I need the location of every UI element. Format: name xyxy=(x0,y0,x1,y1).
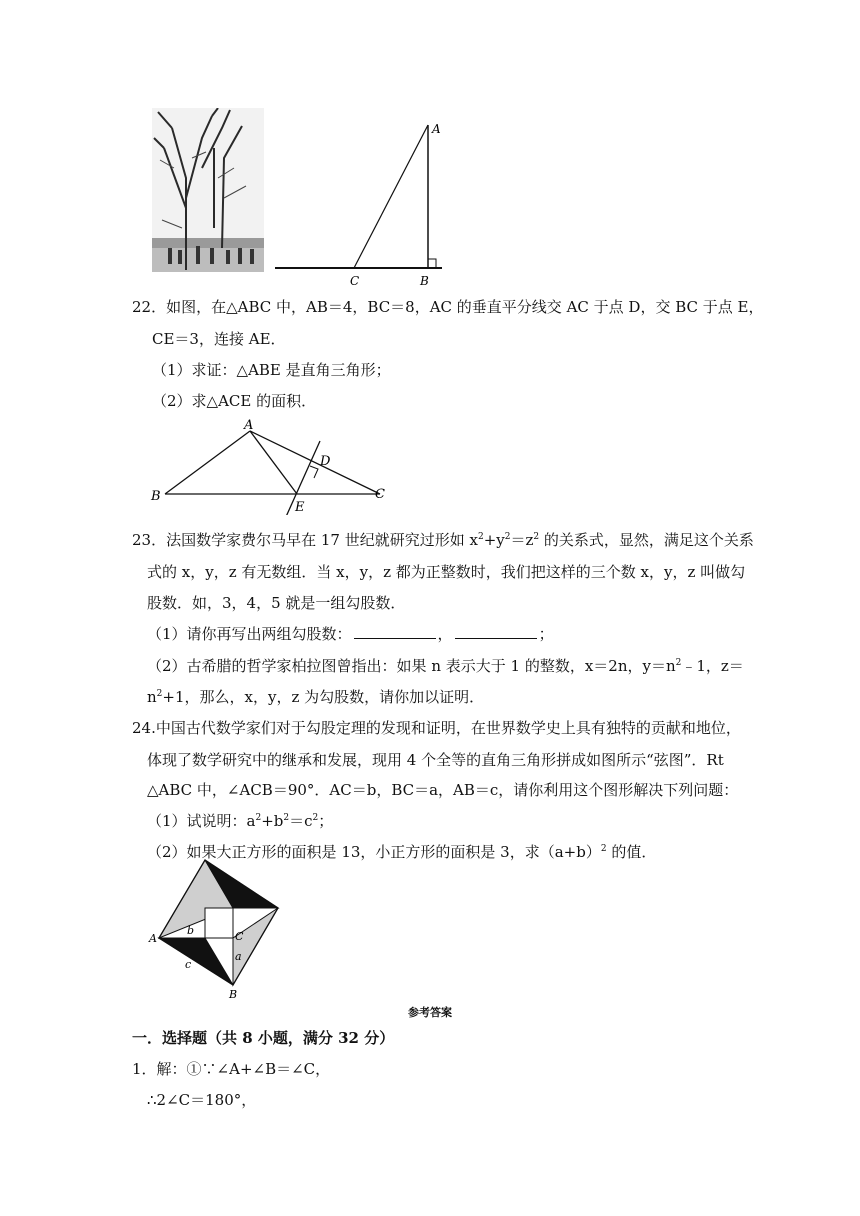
q22-triangle-figure xyxy=(145,415,405,515)
answer-blank-2[interactable] xyxy=(455,624,537,639)
answer-q1-line2: ∴2∠C＝180°， xyxy=(147,1091,257,1109)
q23-line1: 23．法国数学家费尔马早在 17 世纪就研究过形如 $x^2+y^2=z^2$ 的关系式，显然，满足这个关系 xyxy=(132,531,754,549)
q23-line2: 式的 x，y，z 有无数组．当 x，y，z 都为正整数时，我们把这样的三个数 x，y，z 叫做勾 xyxy=(147,563,746,581)
q22-label-e: E xyxy=(295,500,305,515)
string-figure xyxy=(145,858,290,998)
string-label-a: A xyxy=(149,932,157,945)
q24-part1: （1）试说明：$a^2+b^2=c^2$； xyxy=(147,812,334,830)
q22-label-c: C xyxy=(375,487,385,502)
q22-label-d: D xyxy=(320,454,331,469)
q24-line2: 体现了数学研究中的继承和发展，现用 4 个全等的直角三角形拼成如图所示“弦图”．Rt xyxy=(147,751,724,769)
answer-blank-1[interactable] xyxy=(354,624,436,639)
tree-geometry-figure xyxy=(270,115,450,295)
label-a: A xyxy=(432,122,441,136)
answers-heading: 参考答案 xyxy=(408,1006,452,1019)
q23-part2-cont: $n^2+1$，那么，x，y，z 为勾股数，请你加以证明． xyxy=(147,688,485,706)
q24-line1: 24.中国古代数学家们对于勾股定理的发现和证明，在世界数学史上具有独特的贡献和地位， xyxy=(132,719,741,737)
q22-part2: （2）求△ACE 的面积． xyxy=(152,392,317,410)
q22-part1: （1）求证：△ABE 是直角三角形； xyxy=(152,361,391,379)
q24-line3: △ABC 中，∠ACB＝90°．AC＝b，BC＝a，AB＝c，请你利用这个图形解决下列问题： xyxy=(147,781,739,799)
q23-line3: 股数．如，3，4，5 就是一组勾股数． xyxy=(147,594,406,612)
right-angle-mark xyxy=(428,259,436,268)
q23-part1: （1）请你再写出两组勾股数： ， ； xyxy=(147,625,554,643)
tree-photo xyxy=(152,108,264,272)
q23-part2: （2）古希腊的哲学家柏拉图曾指出：如果 n 表示大于 1 的整数，x＝2n，$y=n^2﹣1$，z＝ xyxy=(147,657,744,675)
string-label-side-c: c xyxy=(185,958,192,971)
q22-label-b: B xyxy=(151,489,161,504)
segment-ac xyxy=(354,125,428,268)
q22-label-a: A xyxy=(244,418,254,433)
q22-line2: CE＝3，连接 AE． xyxy=(152,330,286,348)
label-b: B xyxy=(420,274,429,288)
string-label-side-b: b xyxy=(187,924,195,937)
q22-line1: 22．如图，在△ABC 中，AB＝4，BC＝8，AC 的垂直平分线交 AC 于点 D，交 BC 于点 E， xyxy=(132,298,764,316)
q24-part2: （2）如果大正方形的面积是 13，小正方形的面积是 3，求$(a+b)^2$ 的值． xyxy=(147,843,657,861)
string-label-b: B xyxy=(229,988,238,998)
answer-q1-line1: 1．解：①∵∠A+∠B＝∠C， xyxy=(132,1060,331,1078)
string-label-c: C xyxy=(235,930,244,943)
label-c: C xyxy=(350,274,360,288)
answers-section-title: 一．选择题（共 8 小题，满分 32 分） xyxy=(132,1029,395,1047)
string-label-side-a: a xyxy=(235,950,242,963)
